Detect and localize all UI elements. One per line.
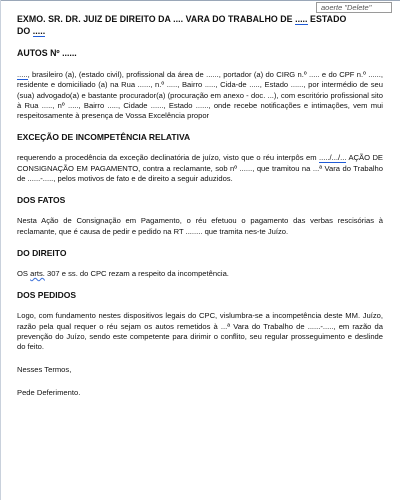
intro-text: , brasileiro (a), (estado civil), profissional da área de ......, portador (a) do CIRG n.º ..... e do CPF n.º ......, residente e domiciliado (a) na Rua ......, n.º ....., Bairro ....., Cida-de ....., Estado ......, por intermédio de seu (sua) advogado(a) e bastante procurador(a) (procuração em anexo - doc. ...), com escritório profissional sito à Rua ....., nº ....., Bairro ....., Cidade ......, Estado ......, onde recebe notificações e intimações, vem mui respeitosamente à presença de Vossa Excelência propor — [17, 70, 383, 121]
header-link-city[interactable]: ..... — [295, 14, 308, 24]
comment-note-text: aoerte "Delete" — [321, 3, 372, 12]
excecao-text-part2: AÇÃO DE CONSIGNAÇÃO EM PAGAMENTO, contra a reclamante, sob nº ......, que tramitou na ...ª Vara do Trabalho de ......-....., pelos motivos de fato e de direito a seguir aduzidos. — [17, 153, 383, 184]
header-line1: EXMO. SR. DR. JUIZ DE DIREITO DA .... VARA DO TRABALHO DE — [17, 14, 296, 24]
autos-number: AUTOS Nº ...... — [17, 48, 77, 58]
closing-terms: Nesses Termos, — [17, 365, 72, 375]
direito-text-part1: OS — [17, 268, 31, 278]
document-header — [17, 14, 383, 37]
section-text-direito — [17, 269, 383, 279]
section-title-excecao: EXCEÇÃO DE INCOMPETÊNCIA RELATIVA — [17, 132, 191, 143]
direito-arts-word: arts. — [30, 268, 45, 278]
excecao-text-part1: requerendo a procedência da exceção declinatória de juízo, visto que o réu interpôs em — [17, 153, 319, 163]
direito-text-part2: 307 e ss. do CPC rezam a respeito da incompetência. — [44, 268, 229, 278]
comment-note[interactable] — [316, 2, 392, 13]
section-title-pedidos: DOS PEDIDOS — [17, 290, 77, 301]
section-title-fatos: DOS FATOS — [17, 195, 66, 206]
closing-request: Pede Deferimento. — [17, 388, 81, 398]
header-line2: DO — [17, 25, 33, 36]
intro-name-link[interactable]: ..... — [17, 70, 28, 79]
section-text-pedidos: Logo, com fundamento nestes dispositivos legais do CPC, vislumbra-se a incompetência deste MM. Juízo, razão pela qual requer o réu sejam os autos remetidos à ...ª Vara do Trabalho de ......-....., em razão da prevenção do Juízo, sendo este competente para dirimir o conflito, seu regular prosseguimento e deslinde do feito. — [17, 311, 383, 352]
page-top-border — [0, 0, 400, 1]
excecao-date-link[interactable]: ...../.../... — [319, 153, 347, 163]
header-line1-end: ESTADO — [307, 14, 347, 24]
section-title-direito: DO DIREITO — [17, 247, 67, 258]
section-text-excecao — [17, 153, 383, 184]
header-link-state[interactable]: ..... — [32, 25, 46, 36]
page-left-border — [0, 0, 1, 500]
document-body — [17, 14, 383, 398]
intro-paragraph — [17, 70, 383, 121]
section-text-fatos: Nesta Ação de Consignação em Pagamento, o réu efetuou o pagamento das verbas rescisórias à reclamante, que é causa de pedir e pedido na RT ........ que tramita nes-te Juízo. — [17, 216, 383, 236]
